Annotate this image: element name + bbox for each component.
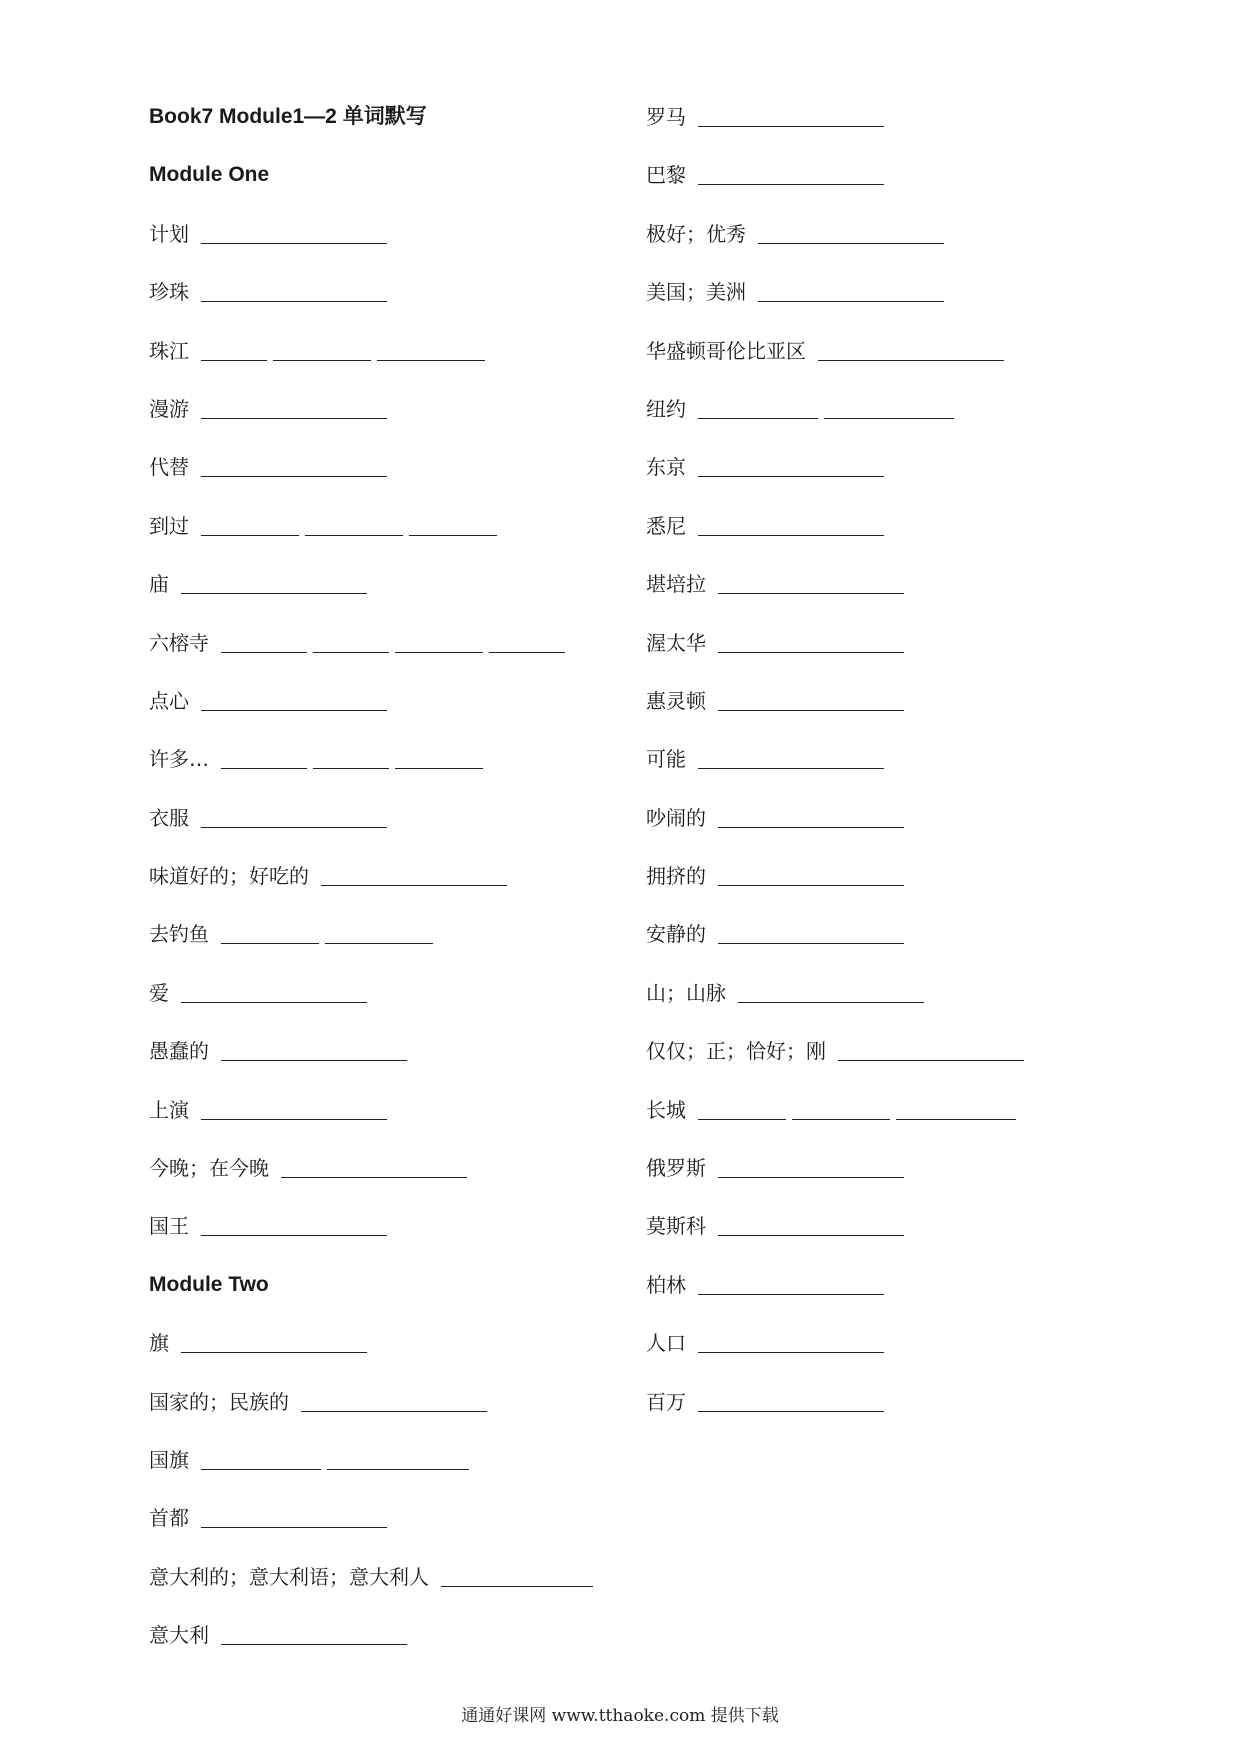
answer-blank[interactable]	[201, 1213, 387, 1236]
vocab-term: 罗马	[646, 105, 686, 129]
vocab-item	[149, 980, 639, 1038]
vocab-term: 旗	[149, 1331, 169, 1356]
answer-blank[interactable]	[824, 396, 954, 419]
answer-blanks	[181, 1330, 373, 1353]
section-heading	[149, 1272, 639, 1330]
vocab-item	[646, 104, 1146, 162]
answer-blank[interactable]	[221, 746, 307, 769]
vocab-item	[149, 805, 639, 863]
vocab-term: 庙	[149, 572, 169, 597]
answer-blanks	[698, 513, 890, 536]
vocab-item	[149, 338, 639, 396]
vocab-term: 巴黎	[646, 163, 686, 188]
vocab-item	[646, 1272, 1146, 1330]
answer-blanks	[201, 1213, 393, 1236]
vocab-item	[149, 1155, 639, 1213]
vocab-term: 山；山脉	[646, 980, 726, 1005]
vocab-term: 上演	[149, 1097, 189, 1122]
answer-blanks	[698, 1272, 890, 1295]
answer-blanks	[301, 1389, 493, 1412]
vocab-item	[149, 688, 639, 746]
vocab-item	[646, 1389, 1146, 1447]
answer-blanks	[221, 630, 571, 653]
answer-blank[interactable]	[409, 513, 497, 536]
answer-blank[interactable]	[698, 513, 884, 536]
vocab-item	[149, 1622, 639, 1680]
answer-blanks	[221, 1038, 413, 1061]
answer-blank[interactable]	[718, 805, 904, 828]
answer-blank[interactable]	[327, 1447, 469, 1470]
vocab-item	[646, 863, 1146, 921]
answer-blanks	[698, 1389, 890, 1412]
vocab-item	[646, 1330, 1146, 1388]
answer-blanks	[718, 688, 910, 711]
answer-blank[interactable]	[698, 454, 884, 477]
answer-blank[interactable]	[698, 1272, 884, 1295]
answer-blank[interactable]	[395, 746, 483, 769]
vocab-term: 悉尼	[646, 513, 686, 538]
vocab-item	[646, 805, 1146, 863]
answer-blanks	[758, 279, 950, 302]
vocab-term: 珠江	[149, 338, 189, 363]
vocab-term: 人口	[646, 1331, 686, 1356]
vocab-term: 许多…	[149, 747, 209, 772]
answer-blank[interactable]	[201, 396, 387, 419]
vocab-term: 国旗	[149, 1447, 189, 1472]
heading-text: Book7 Module1—2 单词默写	[149, 105, 427, 128]
heading-text: Module Two	[149, 1272, 269, 1296]
answer-blanks	[321, 863, 513, 886]
vocab-item	[646, 396, 1146, 454]
answer-blank[interactable]	[838, 1038, 1024, 1061]
answer-blank[interactable]	[221, 921, 319, 944]
answer-blank[interactable]	[301, 1389, 487, 1412]
answer-blank[interactable]	[221, 630, 307, 653]
answer-blank[interactable]	[792, 1097, 890, 1120]
answer-blanks	[718, 630, 910, 653]
answer-blank[interactable]	[201, 688, 387, 711]
vocab-item	[149, 1213, 639, 1271]
answer-blanks	[221, 746, 489, 769]
answer-blanks	[698, 746, 890, 769]
answer-blanks	[201, 1447, 475, 1470]
vocab-term: 百万	[646, 1389, 686, 1414]
vocab-item	[646, 221, 1146, 279]
answer-blank[interactable]	[377, 338, 485, 361]
answer-blanks	[201, 1097, 393, 1120]
vocab-item	[149, 279, 639, 337]
answer-blank[interactable]	[201, 1505, 387, 1528]
vocab-term: 美国；美洲	[646, 280, 746, 305]
vocab-term: 衣服	[149, 805, 189, 830]
vocab-term: 俄罗斯	[646, 1156, 706, 1181]
vocab-term: 计划	[149, 221, 189, 246]
answer-blanks	[758, 221, 950, 244]
vocab-term: 纽约	[646, 396, 686, 421]
vocab-item	[149, 396, 639, 454]
answer-blanks	[201, 338, 491, 361]
vocab-item	[646, 1038, 1146, 1096]
vocab-item	[149, 454, 639, 512]
answer-blank[interactable]	[201, 513, 299, 536]
answer-blanks	[201, 1505, 393, 1528]
answer-blank[interactable]	[201, 454, 387, 477]
answer-blanks	[281, 1155, 473, 1178]
page-footer: 通通好课网 www.tthaoke.com 提供下载	[461, 1706, 779, 1726]
answer-blank[interactable]	[718, 1155, 904, 1178]
answer-blanks	[201, 513, 503, 536]
vocab-term: 国家的；民族的	[149, 1389, 289, 1414]
answer-blank[interactable]	[201, 338, 267, 361]
vocab-term: 吵闹的	[646, 805, 706, 830]
vocab-term: 珍珠	[149, 280, 189, 305]
answer-blank[interactable]	[489, 630, 565, 653]
answer-blank[interactable]	[441, 1564, 593, 1587]
answer-blank[interactable]	[758, 221, 944, 244]
answer-blanks	[738, 980, 930, 1003]
vocab-term: 今晚；在今晚	[149, 1156, 269, 1181]
answer-blank[interactable]	[698, 1330, 884, 1353]
vocab-item	[149, 921, 639, 979]
left-column	[149, 104, 639, 1681]
answer-blank[interactable]	[201, 805, 387, 828]
answer-blanks	[181, 571, 373, 594]
answer-blanks	[201, 396, 393, 419]
vocab-item	[149, 221, 639, 279]
answer-blanks	[221, 1622, 413, 1645]
answer-blanks	[181, 980, 373, 1003]
vocab-term: 愚蠢的	[149, 1039, 209, 1064]
vocab-term: 安静的	[646, 922, 706, 947]
vocab-item	[646, 1213, 1146, 1271]
answer-blank[interactable]	[181, 571, 367, 594]
vocab-item	[646, 513, 1146, 571]
vocab-item	[149, 1038, 639, 1096]
vocab-term: 渥太华	[646, 630, 706, 655]
answer-blank[interactable]	[273, 338, 371, 361]
answer-blank[interactable]	[181, 980, 367, 1003]
vocab-item	[646, 571, 1146, 629]
answer-blank[interactable]	[313, 630, 389, 653]
answer-blank[interactable]	[818, 338, 1004, 361]
answer-blanks	[698, 396, 960, 419]
vocab-item	[149, 1447, 639, 1505]
vocab-term: 首都	[149, 1506, 189, 1531]
vocab-term: 华盛顿哥伦比亚区	[646, 338, 806, 363]
vocab-term: 惠灵顿	[646, 688, 706, 713]
vocab-term: 莫斯科	[646, 1214, 706, 1239]
answer-blank[interactable]	[201, 221, 387, 244]
answer-blank[interactable]	[718, 863, 904, 886]
vocab-item	[646, 630, 1146, 688]
answer-blank[interactable]	[201, 1447, 321, 1470]
vocab-term: 爱	[149, 980, 169, 1005]
answer-blanks	[718, 571, 910, 594]
vocab-term: 代替	[149, 455, 189, 480]
vocab-term: 到过	[149, 513, 189, 538]
answer-blank[interactable]	[698, 396, 818, 419]
answer-blanks	[698, 454, 890, 477]
vocab-item	[646, 921, 1146, 979]
vocab-term: 六榕寺	[149, 630, 209, 655]
answer-blanks	[718, 863, 910, 886]
answer-blank[interactable]	[896, 1097, 1016, 1120]
answer-blank[interactable]	[698, 1389, 884, 1412]
answer-blank[interactable]	[321, 863, 507, 886]
answer-blank[interactable]	[698, 746, 884, 769]
answer-blanks	[718, 805, 910, 828]
vocab-item	[646, 454, 1146, 512]
vocab-item	[646, 980, 1146, 1038]
answer-blanks	[718, 921, 910, 944]
answer-blank[interactable]	[181, 1330, 367, 1353]
answer-blank[interactable]	[758, 279, 944, 302]
vocab-term: 点心	[149, 688, 189, 713]
section-heading	[149, 104, 639, 162]
answer-blanks	[201, 805, 393, 828]
answer-blank[interactable]	[221, 1622, 407, 1645]
answer-blank[interactable]	[325, 921, 433, 944]
answer-blanks	[221, 921, 439, 944]
vocab-term: 意大利的；意大利语；意大利人	[149, 1564, 429, 1589]
vocab-term: 漫游	[149, 396, 189, 421]
answer-blank[interactable]	[718, 630, 904, 653]
answer-blank[interactable]	[201, 279, 387, 302]
answer-blanks	[698, 104, 890, 127]
answer-blanks	[838, 1038, 1030, 1061]
answer-blank[interactable]	[395, 630, 483, 653]
heading-text: Module One	[149, 163, 270, 187]
vocab-item	[646, 279, 1146, 337]
answer-blanks	[698, 1330, 890, 1353]
vocab-item	[646, 746, 1146, 804]
vocab-term: 意大利	[149, 1623, 209, 1648]
answer-blank[interactable]	[313, 746, 389, 769]
answer-blanks	[698, 162, 890, 185]
vocab-item	[149, 746, 639, 804]
vocab-term: 柏林	[646, 1272, 686, 1297]
vocab-item	[149, 1330, 639, 1388]
vocab-term: 国王	[149, 1214, 189, 1239]
answer-blank[interactable]	[698, 1097, 786, 1120]
answer-blanks	[818, 338, 1010, 361]
vocab-term: 长城	[646, 1097, 686, 1122]
answer-blank[interactable]	[281, 1155, 467, 1178]
vocab-term: 东京	[646, 455, 686, 480]
answer-blank[interactable]	[305, 513, 403, 536]
answer-blanks	[718, 1155, 910, 1178]
vocab-item	[149, 1097, 639, 1155]
answer-blank[interactable]	[718, 921, 904, 944]
vocab-item	[646, 1097, 1146, 1155]
vocab-term: 可能	[646, 747, 686, 772]
right-column	[646, 104, 1146, 1447]
vocab-item	[149, 513, 639, 571]
vocab-term: 仅仅；正；恰好；刚	[646, 1039, 826, 1064]
answer-blank[interactable]	[201, 1097, 387, 1120]
answer-blank[interactable]	[718, 571, 904, 594]
answer-blanks	[201, 221, 393, 244]
vocab-term: 拥挤的	[646, 864, 706, 889]
vocab-term: 堪培拉	[646, 572, 706, 597]
vocab-item	[149, 1505, 639, 1563]
section-heading	[149, 162, 639, 220]
vocab-item	[149, 1389, 639, 1447]
answer-blanks	[201, 688, 393, 711]
answer-blank[interactable]	[221, 1038, 407, 1061]
vocab-item	[149, 863, 639, 921]
answer-blank[interactable]	[698, 162, 884, 185]
vocab-term: 味道好的；好吃的	[149, 864, 309, 889]
vocab-item	[149, 571, 639, 629]
vocab-item	[149, 630, 639, 688]
answer-blanks	[201, 454, 393, 477]
answer-blank[interactable]	[738, 980, 924, 1003]
vocab-item	[149, 1564, 639, 1622]
answer-blanks	[441, 1564, 599, 1587]
vocab-item	[646, 338, 1146, 396]
answer-blank[interactable]	[718, 1213, 904, 1236]
answer-blank[interactable]	[698, 104, 884, 127]
answer-blank[interactable]	[718, 688, 904, 711]
vocab-item	[646, 1155, 1146, 1213]
answer-blanks	[201, 279, 393, 302]
vocab-item	[646, 162, 1146, 220]
vocab-term: 极好；优秀	[646, 221, 746, 246]
answer-blanks	[718, 1213, 910, 1236]
answer-blanks	[698, 1097, 1022, 1120]
vocab-term: 去钓鱼	[149, 922, 209, 947]
vocab-item	[646, 688, 1146, 746]
